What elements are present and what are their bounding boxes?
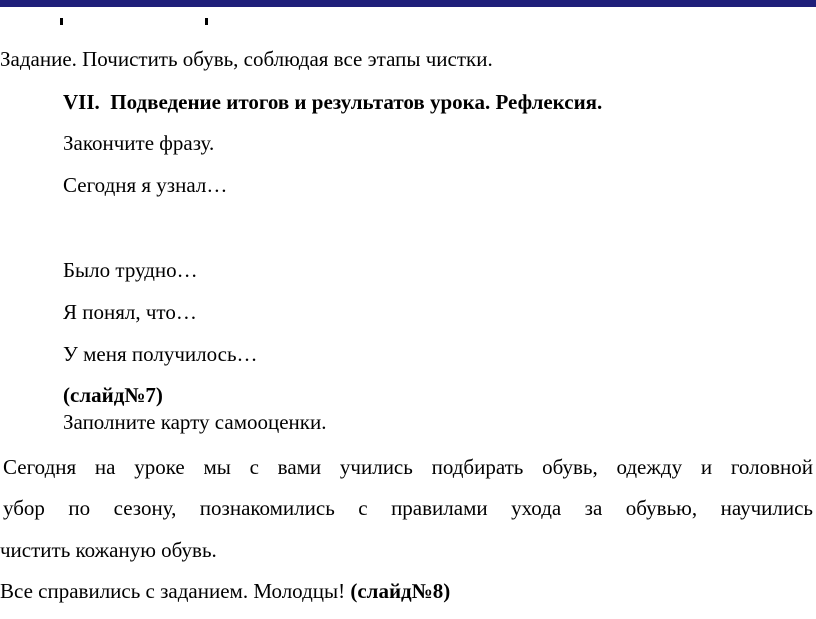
slide-reference: (слайд№8) xyxy=(350,579,451,603)
summary-line: чистить кожаную обувь. xyxy=(0,538,217,562)
closing-text: Все справились с заданием. Молодцы! xyxy=(0,579,351,603)
section-number: VII. xyxy=(63,90,100,114)
phrase-line: Я понял, что… xyxy=(63,300,197,324)
summary-line: убор по сезону, познакомились с правилами ухода за обувью, научились xyxy=(3,496,813,520)
clipped-text-mark xyxy=(205,18,208,25)
slide-reference: (слайд№7) xyxy=(63,383,163,407)
phrase-line: Было трудно… xyxy=(63,258,198,282)
summary-line: Сегодня на уроке мы с вами учились подбирать обувь, одежду и головной xyxy=(3,455,813,479)
top-accent-bar xyxy=(0,0,816,7)
task-text: Задание. Почистить обувь, соблюдая все этапы чистки. xyxy=(0,47,493,71)
self-assessment-text: Заполните карту самооценки. xyxy=(63,410,327,434)
prompt-text: Закончите фразу. xyxy=(63,131,215,155)
phrase-line: Сегодня я узнал… xyxy=(63,173,228,197)
closing-paragraph xyxy=(0,578,450,604)
section-heading xyxy=(63,89,602,115)
phrase-line: У меня получилось… xyxy=(63,342,258,366)
section-title: Подведение итогов и результатов урока. Рефлексия. xyxy=(110,90,603,114)
clipped-text-mark xyxy=(60,18,63,25)
